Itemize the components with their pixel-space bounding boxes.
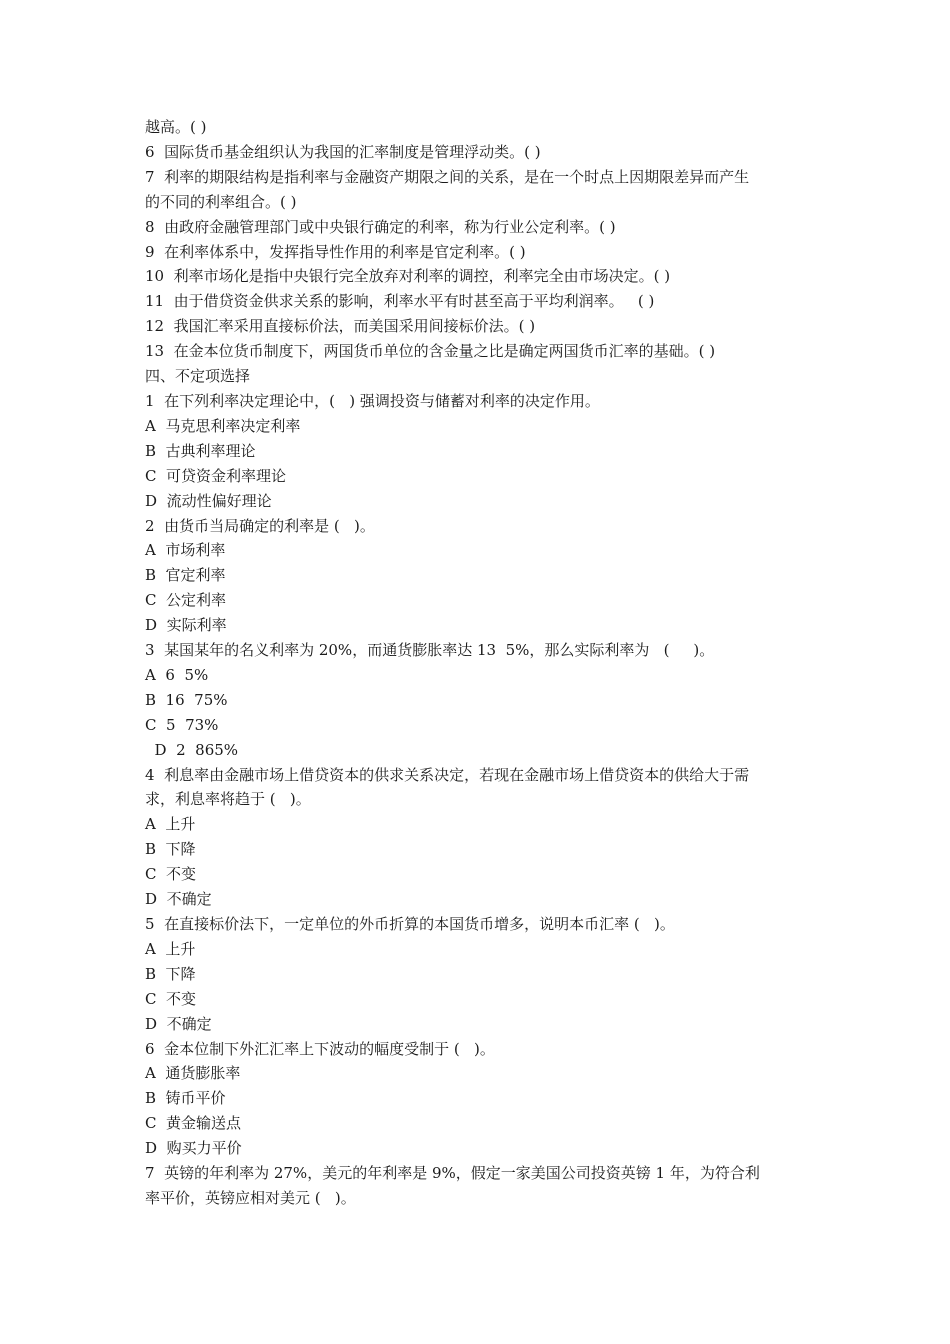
text-line: 12 我国汇率采用直接标价法，而美国采用间接标价法。( ) xyxy=(145,317,536,336)
text-line: 9 在利率体系中，发挥指导性作用的利率是官定利率。( ) xyxy=(145,242,526,261)
text-line: B 下降 xyxy=(145,840,196,859)
text-line: D 流动性偏好理论 xyxy=(145,491,272,510)
document-body xyxy=(145,115,815,1211)
text-line: 4 利息率由金融市场上借贷资本的供求关系决定，若现在金融市场上借贷资本的供给大于需 xyxy=(145,765,750,784)
text-line: A 马克思利率决定利率 xyxy=(145,416,301,435)
text-line: 13 在金本位货币制度下，两国货币单位的含金量之比是确定两国货币汇率的基础。( ) xyxy=(145,342,716,361)
text-line: 10 利率市场化是指中央银行完全放弃对利率的调控，利率完全由市场决定。( ) xyxy=(145,267,671,286)
text-line: 7 利率的期限结构是指利率与金融资产期限之间的关系，是在一个时点上因期限差异而产生 xyxy=(145,167,750,186)
text-line: C 不变 xyxy=(145,865,197,884)
text-line: C 可贷资金利率理论 xyxy=(145,466,287,485)
text-line: A 6 5% xyxy=(145,665,209,684)
text-line: D 不确定 xyxy=(145,890,212,909)
text-line: 的不同的利率组合。( ) xyxy=(145,192,297,211)
text-line: D 购买力平价 xyxy=(145,1139,242,1158)
text-line: 6 金本位制下外汇汇率上下波动的幅度受制于 ( )。 xyxy=(145,1039,495,1058)
text-line: A 市场利率 xyxy=(145,541,226,560)
text-line: C 不变 xyxy=(145,989,197,1008)
text-line: 5 在直接标价法下，一定单位的外币折算的本国货币增多，说明本币汇率 ( )。 xyxy=(145,915,675,933)
text-line: A 上升 xyxy=(145,939,196,958)
text-line: C 5 73% xyxy=(145,715,219,734)
text-line: 6 国际货币基金组织认为我国的汇率制度是管理浮动类。( ) xyxy=(145,142,541,161)
text-line: D 2 865% xyxy=(145,740,239,759)
text-line: 越高。( ) xyxy=(145,118,207,136)
text-line: 求，利息率将趋于 ( )。 xyxy=(145,790,311,809)
text-line: D 实际利率 xyxy=(145,616,227,635)
text-line: 7 英镑的年利率为 27%，美元的年利率是 9%，假定一家美国公司投资英镑 1 年，为符合利 xyxy=(145,1164,760,1183)
text-line: B 官定利率 xyxy=(145,566,226,585)
text-line: B 下降 xyxy=(145,964,196,983)
text-line: B 铸币平价 xyxy=(145,1089,226,1108)
text-line: 1 在下列利率决定理论中，( ) 强调投资与储蓄对利率的决定作用。 xyxy=(145,391,600,410)
text-line: 11 由于借贷资金供求关系的影响，利率水平有时甚至高于平均利润率。 ( ) xyxy=(145,292,655,311)
text-line: D 不确定 xyxy=(145,1014,212,1033)
text-line: 率平价，英镑应相对美元 ( )。 xyxy=(145,1188,356,1207)
text-line: 四、不定项选择 xyxy=(145,367,251,386)
text-line: C 公定利率 xyxy=(145,591,227,610)
text-line: 8 由政府金融管理部门或中央银行确定的利率，称为行业公定利率。( ) xyxy=(145,217,616,236)
text-line: 2 由货币当局确定的利率是 ( )。 xyxy=(145,516,375,535)
text-line: A 上升 xyxy=(145,815,196,834)
text-line: 3 某国某年的名义利率为 20%，而通货膨胀率达 13 5%，那么实际利率为 ( )。 xyxy=(145,641,715,660)
text-line: B 16 75% xyxy=(145,690,228,709)
text-line: B 古典利率理论 xyxy=(145,441,256,460)
text-line: C 黄金输送点 xyxy=(145,1114,242,1133)
text-line: A 通货膨胀率 xyxy=(145,1064,241,1083)
